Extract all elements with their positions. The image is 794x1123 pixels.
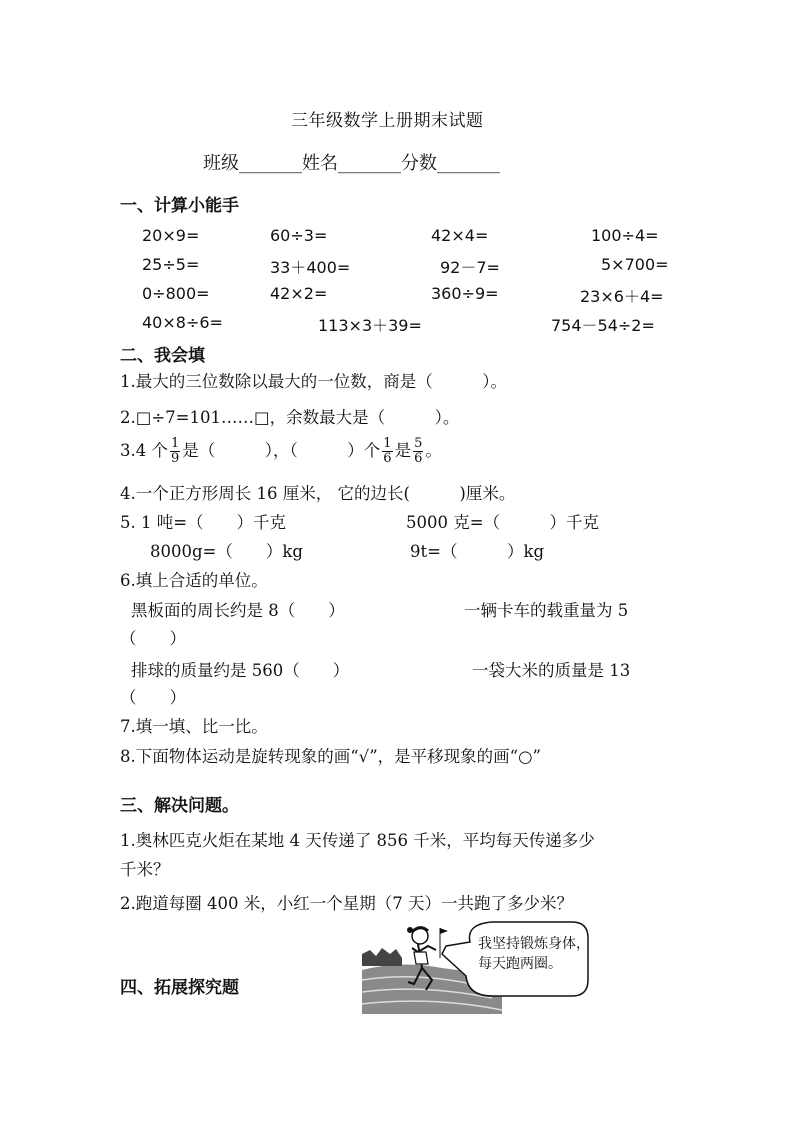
calc-item: 360÷9= <box>431 284 499 303</box>
flag <box>440 928 448 934</box>
calc-item: 0÷800= <box>142 284 210 303</box>
fraction-denominator: 6 <box>414 451 423 466</box>
calc-item: 754－54÷2= <box>551 316 655 335</box>
calc-item: 42×2= <box>270 284 328 303</box>
fill-question-6a: 黑板面的周长约是 8（ ） <box>131 601 345 620</box>
q3-text-b: 是（ ），（ ）个 <box>182 441 381 460</box>
fill-question-5a: 5. 1 吨=（ ）千克 <box>120 513 287 532</box>
fill-question-1: 1.最大的三位数除以最大的一位数，商是（ ）。 <box>120 372 507 391</box>
problem-1-line-2: 千米？ <box>120 860 170 879</box>
calc-item: 23×6＋4= <box>580 287 664 306</box>
calc-item: 40×8÷6= <box>142 313 223 332</box>
calc-item: 25÷5= <box>142 255 200 274</box>
crowd-silhouette <box>362 948 402 966</box>
fill-question-3 <box>120 434 442 468</box>
calc-item: 92－7= <box>440 258 500 277</box>
fraction-numerator: 5 <box>414 436 423 452</box>
fraction-numerator: 1 <box>383 436 392 452</box>
calc-item: 20×9= <box>142 226 200 245</box>
calc-item: 42×4= <box>431 226 489 245</box>
fill-question-2: 2.□÷7=101……□，余数最大是（ ）。 <box>120 408 460 427</box>
fill-question-6b: 一辆卡车的载重量为 5 <box>464 601 629 620</box>
q3-text-e: 。 <box>425 441 442 460</box>
fill-question-5c: 8000g=（ ）kg <box>150 542 303 561</box>
problem-2: 2.跑道每圈 400 米，小红一个星期（7 天）一共跑了多少米？ <box>120 894 573 913</box>
problem-1-line-1: 1.奥林匹克火炬在某地 4 天传递了 856 千米，平均每天传递多少 <box>120 831 595 850</box>
speech-line-2: 每天跑两圈。 <box>478 956 562 972</box>
fraction-denominator: 6 <box>383 451 392 466</box>
q3-text-a: 3.4 个 <box>120 441 168 460</box>
fill-question-7: 7.填一填、比一比。 <box>120 717 268 736</box>
girl-shirt <box>414 952 428 964</box>
girl-arms <box>412 946 436 952</box>
fraction-one-ninth <box>170 437 180 465</box>
calc-item: 60÷3= <box>270 226 328 245</box>
fill-question-6: 6.填上合适的单位。 <box>120 571 268 590</box>
calc-item: 33＋400= <box>270 258 351 277</box>
fraction-denominator: 9 <box>171 451 180 466</box>
fraction-numerator: 1 <box>171 436 180 452</box>
calc-item: 5×700= <box>601 255 669 274</box>
girl-ponytail <box>407 927 413 933</box>
section-1-heading: 一、计算小能手 <box>120 196 239 216</box>
fill-question-6e: 一袋大米的质量是 13 <box>472 661 631 680</box>
section-4-heading: 四、拓展探究题 <box>120 978 239 998</box>
section-2-heading: 二、我会填 <box>120 346 205 366</box>
q3-text-c: 是 <box>394 441 412 460</box>
calc-item: 100÷4= <box>591 226 659 245</box>
calc-item: 113×3＋39= <box>318 316 422 335</box>
fill-question-5b: 5000 克=（ ）千克 <box>406 513 600 532</box>
running-girl-illustration <box>362 918 592 1014</box>
fill-question-5d: 9t=（ ）kg <box>410 542 545 561</box>
speech-line-1: 我坚持锻炼身体， <box>478 936 590 952</box>
fill-question-6f: （ ） <box>120 688 186 707</box>
fill-question-8: 8.下面物体运动是旋转现象的画“√”，是平移现象的画“○” <box>120 747 541 766</box>
section-3-heading: 三、解决问题。 <box>120 796 239 816</box>
fill-question-4: 4.一个正方形周长 16 厘米， 它的边长( )厘米。 <box>120 484 516 503</box>
fill-question-6c: （ ） <box>120 629 186 648</box>
page-title: 三年级数学上册期末试题 <box>291 111 484 131</box>
fraction-one-sixth <box>382 437 392 465</box>
student-info-line: 班级_______姓名_______分数_______ <box>203 153 500 174</box>
fill-question-6d: 排球的质量约是 560（ ） <box>131 661 350 680</box>
fraction-five-sixths <box>413 437 423 465</box>
